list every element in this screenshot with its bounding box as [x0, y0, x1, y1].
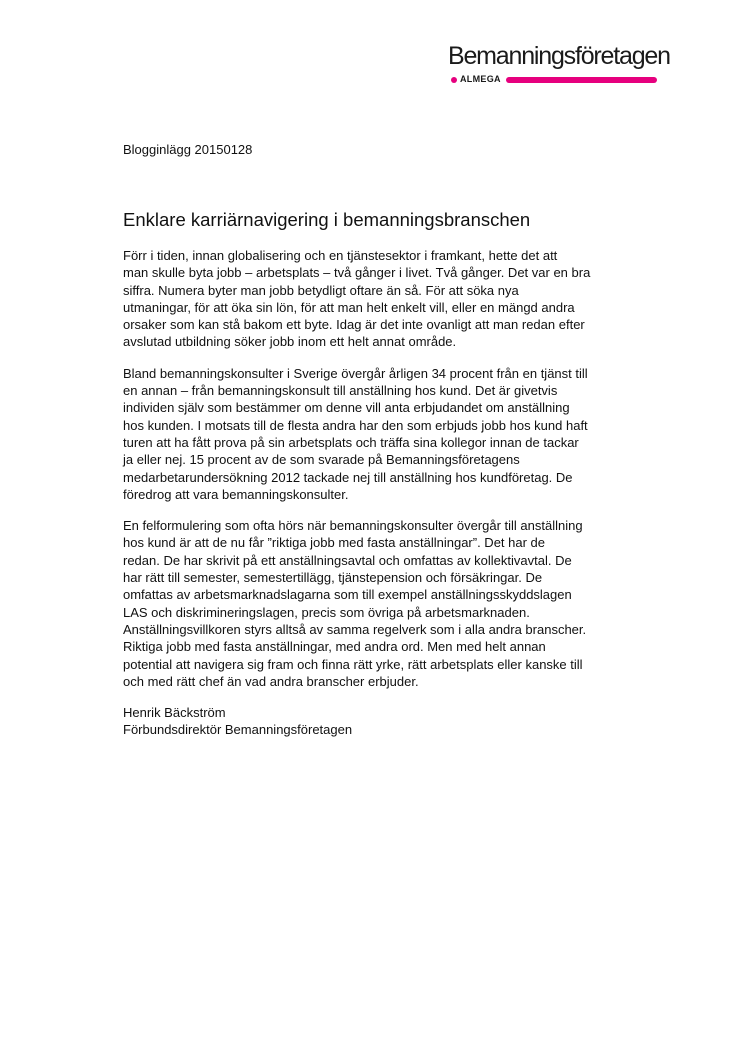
- article-body: [123, 247, 633, 753]
- text-line: individen själv som bestämmer om denne vill anta erbjudandet om anställning: [123, 400, 570, 416]
- text-line: turen att ha fått prova på sin arbetsplats och träffa sina kollegor innan de tackar: [123, 434, 579, 450]
- text-line: ja eller nej. 15 procent av de som svarade på Bemanningsföretagens: [123, 452, 520, 468]
- text-line: hos kund är att de nu får ”riktiga jobb med fasta anställningar”. Det har de: [123, 535, 546, 551]
- logo: [448, 40, 670, 88]
- text-line: hos kunden. I motsats till de flesta andra har den som erbjuds jobb hos kund haft: [123, 417, 588, 433]
- signature: [123, 704, 633, 739]
- text-line: siffra. Numera byter man jobb betydligt oftare än så. För att söka nya: [123, 282, 519, 298]
- text-line: redan. De har skrivit på ett anställningsavtal och omfattas av kollektivavtal. De: [123, 552, 572, 568]
- text-line: man skulle byta jobb – arbetsplats – två gånger i livet. Två gånger. Det var en bra: [123, 265, 591, 281]
- text-line: Förr i tiden, innan globalisering och en tjänstesektor i framkant, hette det att: [123, 248, 558, 263]
- text-line: Bland bemanningskonsulter i Sverige övergår årligen 34 procent från en tjänst till: [123, 365, 588, 381]
- signature-title: Förbundsdirektör Bemanningsföretagen: [123, 722, 353, 738]
- logo-bar: [451, 75, 657, 85]
- text-line: en annan – från bemanningskonsult till anställning hos kund. Det är givetvis: [123, 383, 558, 399]
- logo-dot-icon: [451, 77, 457, 83]
- text-line: LAS och diskrimineringslagen, precis som övriga på arbetsmarknaden.: [123, 604, 530, 620]
- paragraph-2: [123, 365, 633, 503]
- signature-name: Henrik Bäckström: [123, 705, 226, 721]
- text-line: medarbetarundersökning 2012 tackade nej till anställning hos kundföretag. De: [123, 469, 573, 485]
- text-line: orsaker som kan stå bakom ett byte. Idag är det inte ovanligt att man redan efter: [123, 317, 585, 333]
- text-line: omfattas av arbetsmarknadslagarna som till exempel anställningsskyddslagen: [123, 587, 572, 603]
- text-line: potential att navigera sig fram och finna rätt yrke, rätt arbetsplats eller kanske till: [123, 656, 583, 672]
- text-line: En felformulering som ofta hörs när bemanningskonsulter övergår till anställning: [123, 518, 583, 534]
- paragraph-3: [123, 517, 633, 690]
- text-line: Riktiga jobb med fasta anställningar, med andra ord. Men med helt annan: [123, 639, 546, 655]
- text-line: avslutad utbildning söker jobb inom ett helt annat område.: [123, 334, 457, 350]
- text-line: föredrog att vara bemanningskonsulter.: [123, 486, 349, 502]
- headline: Enklare karriärnavigering i bemanningsbranschen: [123, 209, 531, 230]
- logo-sub: ALMEGA: [460, 74, 501, 84]
- logo-name: Bemanningsföretagen: [448, 42, 670, 70]
- text-line: Anställningsvillkoren styrs alltså av samma regelverk som i alla andra branscher.: [123, 621, 587, 637]
- text-line: och med rätt chef än vad andra branscher erbjuder.: [123, 673, 419, 689]
- text-line: utmaningar, för att öka sin lön, för att man helt enkelt vill, eller en mängd andra: [123, 299, 575, 315]
- dateline: Blogginlägg 20150128: [123, 142, 253, 157]
- logo-stripe: [506, 77, 657, 83]
- paragraph-1: [123, 247, 633, 351]
- text-line: har rätt till semester, semestertillägg, tjänstepension och försäkringar. De: [123, 570, 543, 586]
